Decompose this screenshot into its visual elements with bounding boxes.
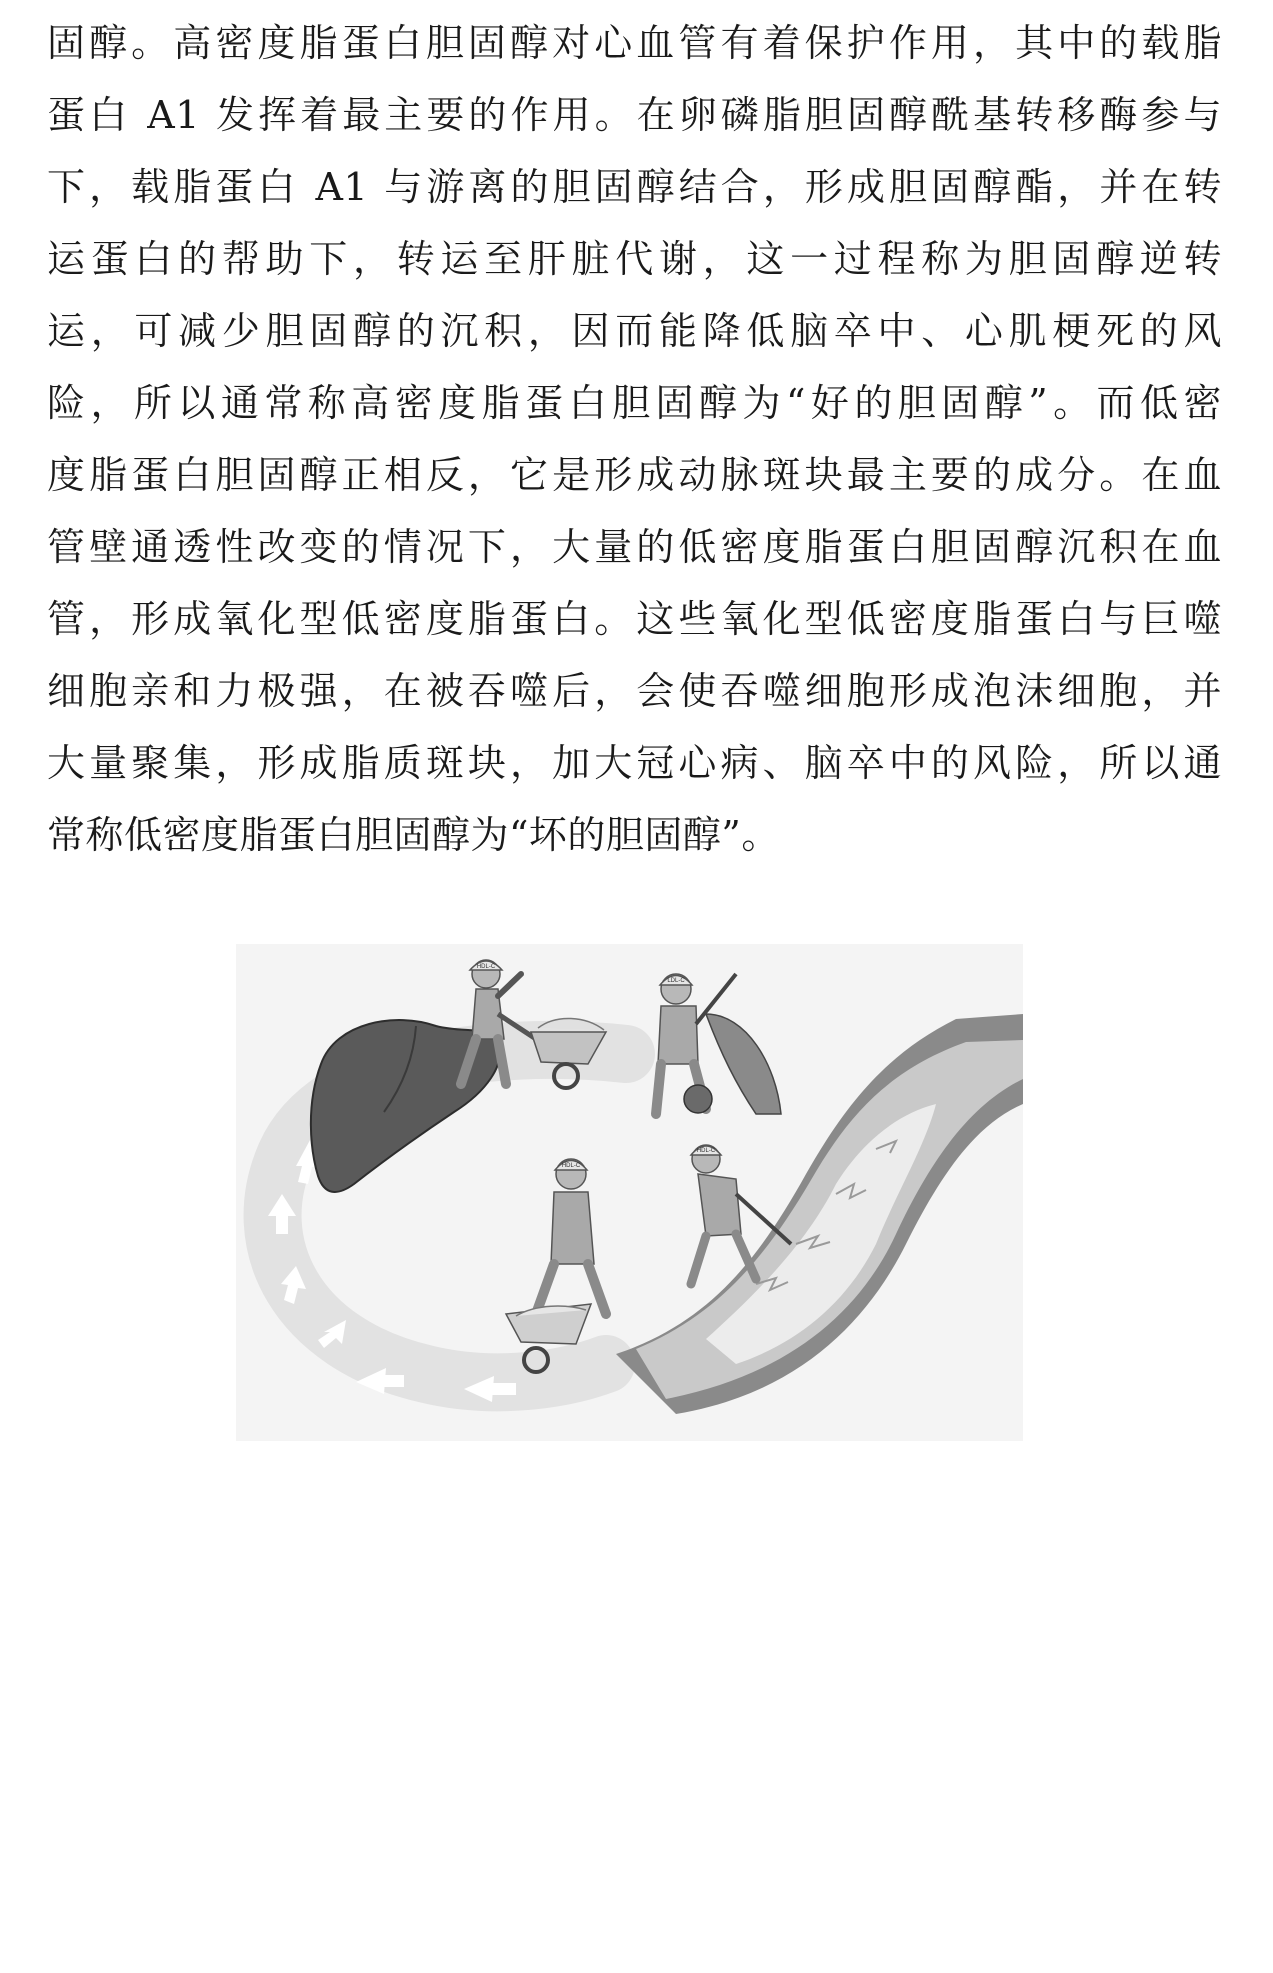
text-line: 度脂蛋白胆固醇正相反，它是形成动脉斑块最主要的成分。在血 xyxy=(47,453,1222,497)
text-line: 大量聚集，形成脂质斑块，加大冠心病、脑卒中的风险，所以通 xyxy=(47,741,1222,785)
arrow-tail xyxy=(382,1375,404,1387)
helmet-label: LDL-C xyxy=(667,978,685,984)
text-line: 险，所以通常称高密度脂蛋白胆固醇为“好的胆固醇”。而低密 xyxy=(47,381,1222,425)
helmet-label: HDL-C xyxy=(476,964,496,970)
text-line: 常称低密度脂蛋白胆固醇为“坏的胆固醇”。 xyxy=(47,813,780,857)
helmet-label: HDL-C xyxy=(696,1148,716,1154)
text-line: 运，可减少胆固醇的沉积，因而能降低脑卒中、心肌梗死的风 xyxy=(47,309,1222,353)
helmet-label: HDL-C xyxy=(561,1163,581,1169)
text-line: 下，载脂蛋白 A1 与游离的胆固醇结合，形成胆固醇酯，并在转 xyxy=(47,165,1222,209)
body-text xyxy=(47,20,1222,884)
text-line: 固醇。高密度脂蛋白胆固醇对心血管有着保护作用，其中的载脂 xyxy=(47,21,1222,65)
illustration-svg xyxy=(236,944,1023,1441)
text-line: 运蛋白的帮助下，转运至肝脏代谢，这一过程称为胆固醇逆转 xyxy=(47,237,1222,281)
text-line: 细胞亲和力极强，在被吞噬后，会使吞噬细胞形成泡沫细胞，并 xyxy=(47,669,1222,713)
text-line: 管，形成氧化型低密度脂蛋白。这些氧化型低密度脂蛋白与巨噬 xyxy=(47,597,1222,641)
arrow-tail xyxy=(490,1383,516,1395)
text-line: 蛋白 A1 发挥着最主要的作用。在卵磷脂胆固醇酰基转移酶参与 xyxy=(47,93,1222,137)
cholesterol-transport-illustration xyxy=(236,944,1023,1441)
text-line: 管壁通透性改变的情况下，大量的低密度脂蛋白胆固醇沉积在血 xyxy=(47,525,1222,569)
